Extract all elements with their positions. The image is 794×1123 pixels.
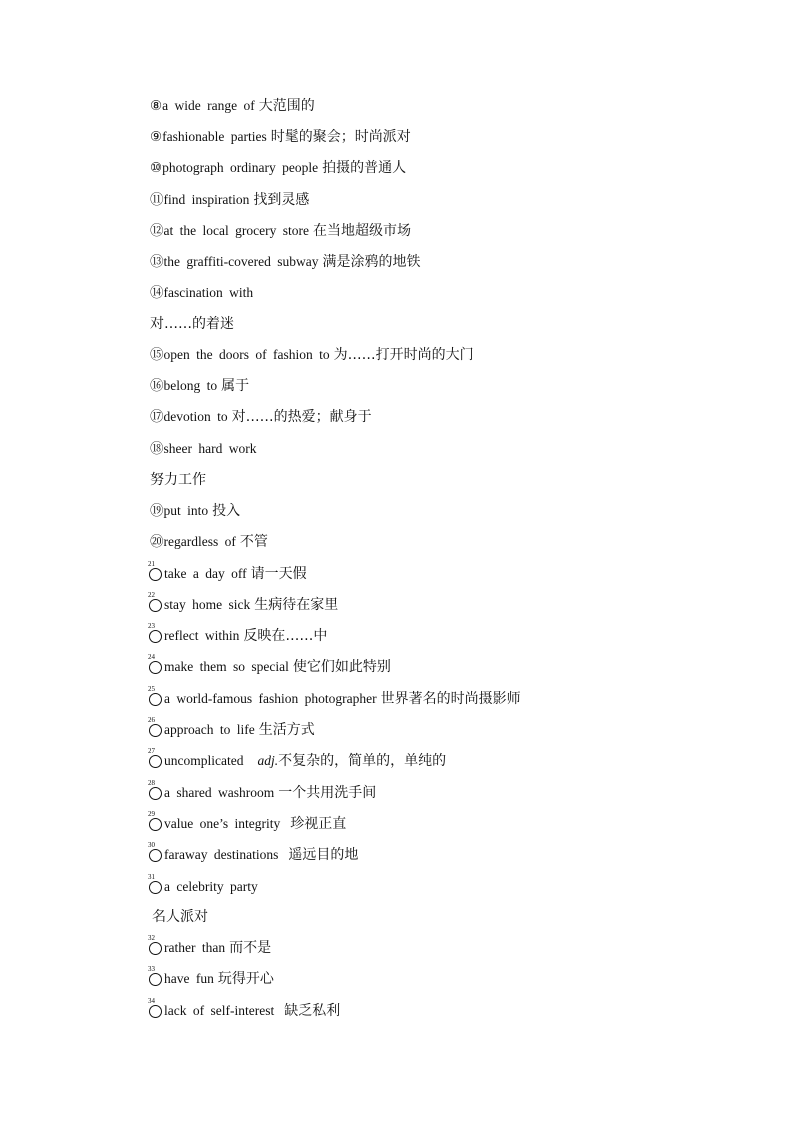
item-number: ⑪ [150, 192, 164, 207]
chinese-meaning: 生活方式 [258, 722, 315, 738]
item-number: ⑨ [150, 129, 163, 144]
list-item [150, 128, 411, 146]
item-number: ⑧ [150, 98, 163, 113]
list-item [148, 841, 359, 864]
english-phrase: put into [163, 503, 209, 518]
part-of-speech: adj. [257, 753, 279, 768]
item-number: ⑭ [150, 285, 164, 300]
list-item [148, 997, 341, 1020]
english-phrase: lack of self-interest [164, 1003, 275, 1018]
list-item [148, 810, 347, 833]
english-phrase: a shared washroom [164, 785, 275, 800]
list-item [148, 560, 307, 583]
circled-number: 28 [148, 785, 163, 799]
chinese-meaning: 对……的热爱；献身于 [231, 409, 372, 425]
english-phrase: sheer hard work [163, 441, 257, 456]
english-phrase: photograph ordinary people [162, 160, 319, 175]
english-phrase: the graffiti-covered subway [163, 254, 319, 269]
chinese-meaning: 反映在……中 [243, 628, 328, 644]
chinese-meaning: 珍视正直 [290, 816, 347, 832]
list-item [150, 222, 411, 240]
list-item-continuation [152, 908, 208, 926]
item-number: ⑬ [150, 254, 164, 269]
circled-number: 24 [148, 659, 163, 673]
chinese-meaning: 缺乏私利 [284, 1003, 341, 1019]
chinese-meaning: 请一天假 [250, 566, 307, 582]
circled-number: 34 [148, 1003, 163, 1017]
circled-number: 21 [148, 566, 163, 580]
chinese-meaning: 遥远目的地 [288, 847, 359, 863]
chinese-meaning: 不管 [239, 534, 268, 550]
list-item [150, 502, 240, 520]
list-item [150, 159, 406, 177]
circled-number: 29 [148, 816, 163, 830]
item-number: ⑮ [150, 347, 164, 362]
chinese-meaning: 名人派对 [152, 909, 208, 925]
english-phrase: reflect within [164, 628, 240, 643]
chinese-meaning: 找到灵感 [253, 192, 310, 208]
circled-number: 27 [148, 753, 163, 767]
list-item [148, 716, 315, 739]
chinese-meaning: 属于 [221, 378, 250, 394]
list-item-continuation [150, 471, 206, 489]
list-item-continuation [150, 315, 234, 333]
english-phrase: open the doors of fashion to [163, 347, 330, 362]
item-number: ⑳ [150, 534, 164, 549]
list-item [148, 779, 377, 802]
english-phrase: fascination with [163, 285, 254, 300]
list-item [150, 440, 256, 458]
list-item [150, 346, 474, 364]
circled-number: 30 [148, 847, 163, 861]
english-phrase: find inspiration [163, 192, 250, 207]
english-phrase: belong to [163, 378, 218, 393]
list-item [148, 591, 339, 614]
circled-number: 32 [148, 940, 163, 954]
chinese-meaning: 而不是 [229, 940, 272, 956]
english-phrase: a world-famous fashion photographer [164, 691, 377, 706]
chinese-meaning: 投入 [212, 503, 241, 519]
english-phrase: at the local grocery store [163, 223, 309, 238]
list-item [148, 965, 274, 988]
english-phrase: a wide range of [162, 98, 255, 113]
chinese-meaning: 时髦的聚会；时尚派对 [270, 129, 411, 145]
chinese-meaning: 对……的着迷 [150, 316, 234, 332]
english-phrase: fashionable parties [162, 129, 267, 144]
chinese-meaning: 玩得开心 [217, 971, 274, 987]
english-phrase: stay home sick [164, 597, 251, 612]
english-phrase: a celebrity party [164, 879, 258, 894]
circled-number: 23 [148, 628, 163, 642]
chinese-meaning: 生病待在家里 [254, 597, 339, 613]
list-item [150, 253, 420, 271]
chinese-meaning: 努力工作 [150, 472, 206, 488]
chinese-meaning: 在当地超级市场 [312, 223, 411, 239]
list-item [148, 873, 258, 896]
item-number: ⑯ [150, 378, 164, 393]
english-phrase: regardless of [163, 534, 236, 549]
circled-number: 33 [148, 971, 163, 985]
list-item [150, 377, 249, 395]
item-number: ⑱ [150, 441, 164, 456]
chinese-meaning: 使它们如此特别 [292, 659, 391, 675]
list-item [148, 622, 328, 645]
list-item [150, 284, 253, 302]
circled-number: 26 [148, 722, 163, 736]
list-item [150, 533, 268, 551]
english-phrase: approach to life [164, 722, 255, 737]
chinese-meaning: 满是涂鸦的地铁 [322, 254, 421, 270]
english-phrase: value one’s integrity [164, 816, 281, 831]
circled-number: 22 [148, 597, 163, 611]
item-number: ⑫ [150, 223, 164, 238]
list-item [150, 408, 372, 426]
circled-number: 25 [148, 691, 163, 705]
list-item [150, 191, 309, 209]
list-item [148, 747, 447, 770]
english-phrase: faraway destinations [164, 847, 279, 862]
chinese-meaning: 一个共用洗手间 [278, 785, 377, 801]
english-phrase: have fun [164, 971, 214, 986]
chinese-meaning: 世界著名的时尚摄影师 [380, 691, 521, 707]
list-item [148, 934, 272, 957]
item-number: ⑰ [150, 409, 164, 424]
chinese-meaning: 不复杂的，简单的，单纯的 [278, 753, 447, 769]
item-number: ⑩ [150, 160, 163, 175]
english-phrase: devotion to [163, 409, 228, 424]
chinese-meaning: 拍摄的普通人 [322, 160, 407, 176]
english-phrase: rather than [164, 940, 226, 955]
english-phrase: uncomplicated [164, 753, 244, 768]
circled-number: 31 [148, 879, 163, 893]
list-item [148, 685, 521, 708]
english-phrase: take a day off [164, 566, 247, 581]
english-phrase: make them so special [164, 659, 289, 674]
chinese-meaning: 为……打开时尚的大门 [333, 347, 474, 363]
chinese-meaning: 大范围的 [258, 98, 315, 114]
list-item [148, 653, 391, 676]
list-item [150, 97, 315, 115]
item-number: ⑲ [150, 503, 164, 518]
